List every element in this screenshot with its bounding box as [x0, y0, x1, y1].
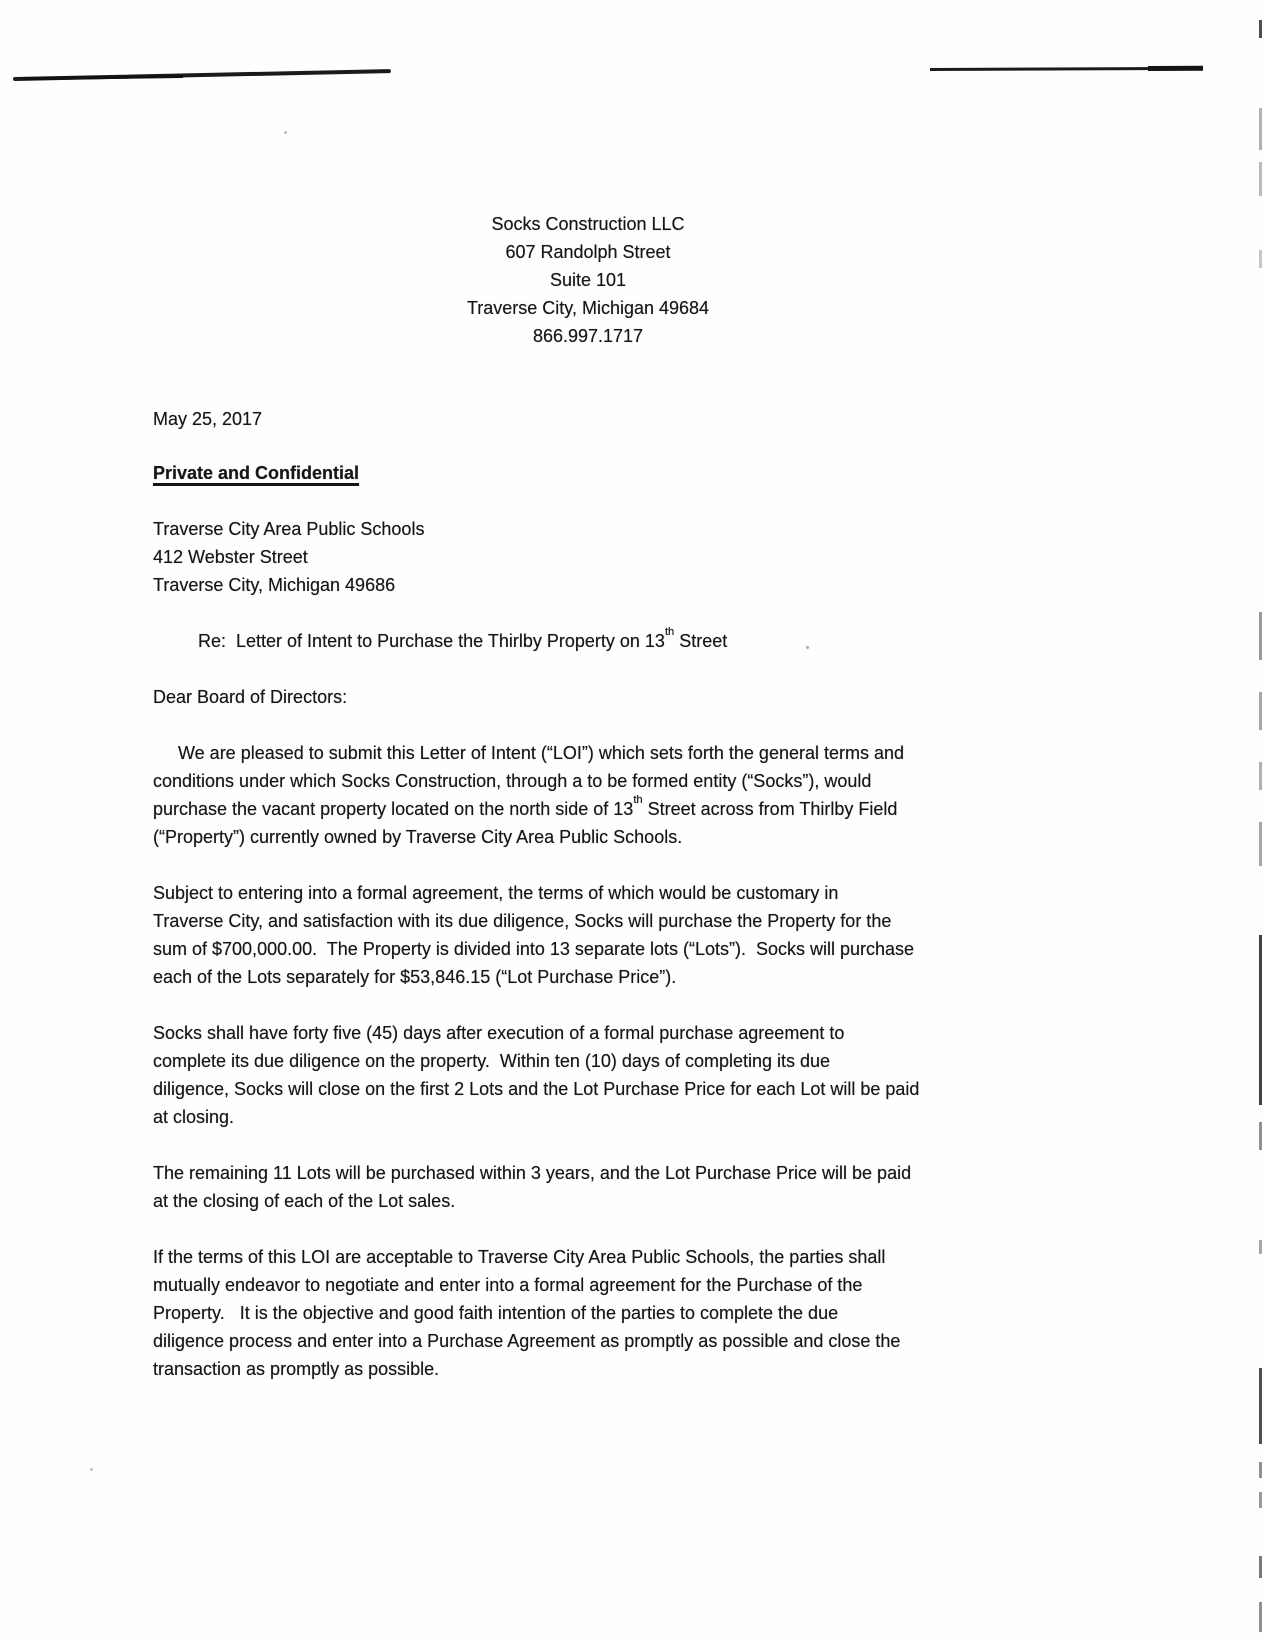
letterhead-suite: Suite 101	[549, 270, 627, 290]
scan-artifact-edge-dash	[1259, 162, 1262, 196]
scan-artifact-edge-dash	[1259, 935, 1262, 1105]
letter-line: The remaining 11 Lots will be purchased within 3 years, and the Lot Purchase Price will be paid	[153, 1163, 912, 1183]
letter-line: Traverse City, and satisfaction with its due diligence, Socks will purchase the Property for the	[153, 911, 892, 931]
letterhead-city-state-zip: Traverse City, Michigan 49684	[466, 298, 710, 318]
scan-artifact-edge-dash	[1259, 250, 1262, 268]
letter-line: Subject to entering into a formal agreement, the terms of which would be customary in	[153, 883, 839, 903]
recipient-street: 412 Webster Street	[153, 547, 308, 567]
scan-artifact-edge-dash	[1259, 1492, 1262, 1508]
letter-line: If the terms of this LOI are acceptable to Traverse City Area Public Schools, the parties shall	[153, 1247, 886, 1267]
scan-artifact-edge-dash	[1259, 1368, 1262, 1444]
paragraph	[153, 1019, 919, 1131]
letter-line: diligence process and enter into a Purchase Agreement as promptly as possible and close the	[153, 1331, 901, 1351]
letter-line: at the closing of each of the Lot sales.	[153, 1191, 456, 1211]
scan-artifact-edge-dash	[1259, 762, 1262, 790]
letter-line: purchase the vacant property located on the north side of 13th Street across from Thirlby Field	[153, 793, 898, 819]
letterhead	[155, 210, 1021, 350]
subject-line: Re: Letter of Intent to Purchase the Thirlby Property on 13th Street	[198, 625, 728, 651]
scan-artifact-speck	[90, 1468, 93, 1471]
scan-artifact-speck	[284, 131, 287, 134]
letter-line: each of the Lots separately for $53,846.15 (“Lot Purchase Price”).	[153, 967, 677, 987]
scan-artifact-edge-dash	[1259, 20, 1262, 38]
scan-artifact-line-right	[930, 67, 1203, 71]
letter-line: Property. It is the objective and good faith intention of the parties to complete the due	[153, 1303, 839, 1323]
ordinal-superscript: th	[664, 625, 675, 638]
scan-artifact-edge-dash	[1259, 1240, 1262, 1254]
scan-artifact-edge-dash	[1259, 612, 1262, 660]
recipient-name: Traverse City Area Public Schools	[153, 519, 425, 539]
scan-artifact-edge-dash	[1259, 1602, 1262, 1632]
letter-line: mutually endeavor to negotiate and enter into a formal agreement for the Purchase of the	[153, 1275, 863, 1295]
letter-line: Socks shall have forty five (45) days after execution of a formal purchase agreement to	[153, 1023, 845, 1043]
scan-artifact-edge-dash	[1259, 1122, 1262, 1150]
scan-artifact-edge-dash	[1259, 1462, 1262, 1478]
letterhead-company: Socks Construction LLC	[491, 214, 685, 234]
letter-line: transaction as promptly as possible.	[153, 1359, 440, 1379]
letter-line: complete its due diligence on the property. Within ten (10) days of completing its due	[153, 1051, 831, 1071]
paragraph	[153, 1159, 911, 1215]
letter-line: diligence, Socks will close on the first 2 Lots and the Lot Purchase Price for each Lot will be paid	[153, 1079, 920, 1099]
letterhead-phone: 866.997.1717	[532, 326, 644, 346]
letter-line: at closing.	[153, 1107, 235, 1127]
letterhead-street: 607 Randolph Street	[505, 242, 671, 262]
salutation: Dear Board of Directors:	[153, 687, 348, 707]
letter-line: sum of $700,000.00. The Property is divided into 13 separate lots (“Lots”). Socks will purchase	[153, 939, 915, 959]
scan-artifact-edge-dash	[1259, 1556, 1262, 1578]
paragraph	[153, 879, 914, 991]
letter-line: We are pleased to submit this Letter of Intent (“LOI”) which sets forth the general terms and	[153, 743, 905, 763]
scan-artifact-edge-dash	[1259, 108, 1262, 150]
letter-line: (“Property”) currently owned by Traverse City Area Public Schools.	[153, 827, 683, 847]
letter-date: May 25, 2017	[153, 409, 263, 429]
recipient-address	[153, 515, 424, 599]
letter-line: conditions under which Socks Construction, through a to be formed entity (“Socks”), would	[153, 771, 872, 791]
ordinal-superscript: th	[633, 793, 643, 806]
scan-artifact-speck	[806, 646, 809, 649]
paragraph	[153, 1243, 900, 1383]
scan-artifact-edge-dash	[1259, 692, 1262, 730]
recipient-city-state-zip: Traverse City, Michigan 49686	[153, 575, 396, 595]
confidentiality-heading: Private and Confidential	[153, 463, 360, 483]
scan-artifact-edge-dash	[1259, 822, 1262, 866]
scan-artifact-line-left	[13, 69, 391, 80]
paragraph	[153, 739, 904, 851]
